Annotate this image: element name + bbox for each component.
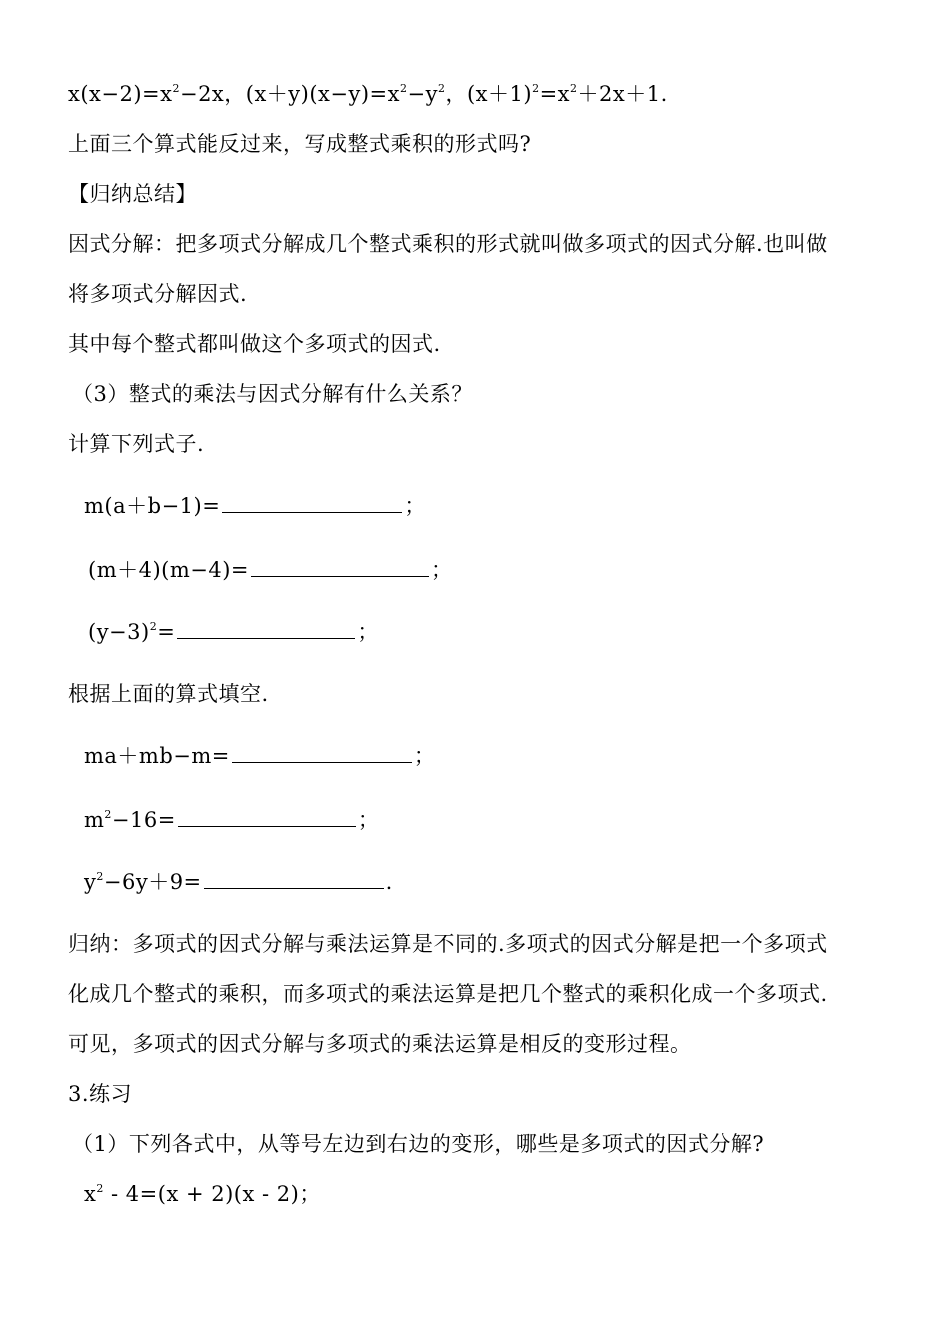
compute-prompt: 计算下列式子. bbox=[68, 432, 205, 456]
reverse-question: 上面三个算式能反过来，写成整式乘积的形式吗? bbox=[68, 132, 532, 156]
factor-definition: 其中每个整式都叫做这个多项式的因式. bbox=[68, 332, 441, 356]
answer-blank[interactable] bbox=[177, 620, 355, 639]
answer-blank[interactable] bbox=[232, 744, 412, 763]
conclusion-line-1: 归纳：多项式的因式分解与乘法运算是不同的.多项式的因式分解是把一个多项式 bbox=[68, 932, 828, 956]
compute-item-2: (m＋4)(m−4)= ； bbox=[88, 558, 453, 582]
summary-heading: 【归纳总结】 bbox=[68, 182, 197, 206]
answer-blank[interactable] bbox=[222, 494, 402, 513]
answer-blank[interactable] bbox=[251, 558, 429, 577]
definition-line-2: 将多项式分解因式. bbox=[68, 282, 248, 306]
practice-question-1: （1）下列各式中，从等号左边到右边的变形，哪些是多项式的因式分解? bbox=[72, 1132, 765, 1156]
compute-item-1: m(a＋b−1)= ； bbox=[84, 494, 426, 518]
question-3: （3）整式的乘法与因式分解有什么关系？ bbox=[72, 382, 473, 406]
conclusion-line-2: 化成几个整式的乘积，而多项式的乘法运算是把几个整式的乘积化成一个多项式. bbox=[68, 982, 828, 1006]
fill-item-3: $y^2-6y+9=$ . bbox=[84, 870, 393, 894]
practice-heading: 3.练习 bbox=[68, 1082, 133, 1106]
fill-item-2: $m^2-16=$ ； bbox=[84, 808, 380, 832]
definition-line-1: 因式分解：把多项式分解成几个整式乘积的形式就叫做多项式的因式分解.也叫做 bbox=[68, 232, 828, 256]
fill-item-1: ma＋mb−m= ； bbox=[84, 744, 436, 768]
practice-example-1: $x^2 - 4=(x + 2)(x - 2)$； bbox=[84, 1182, 321, 1206]
compute-item-3: $(y-3)^2=$ ； bbox=[88, 620, 379, 644]
answer-blank[interactable] bbox=[178, 808, 356, 827]
identity-line: $x(x-2)=x^2-2x$，$(x+y)(x-y)=x^2-y^2$，$(x+1)^2=x^2+2x+1$. bbox=[68, 82, 668, 106]
answer-blank[interactable] bbox=[204, 870, 384, 889]
fill-prompt: 根据上面的算式填空. bbox=[68, 682, 269, 706]
conclusion-line-3: 可见，多项式的因式分解与多项式的乘法运算是相反的变形过程。 bbox=[68, 1032, 692, 1056]
